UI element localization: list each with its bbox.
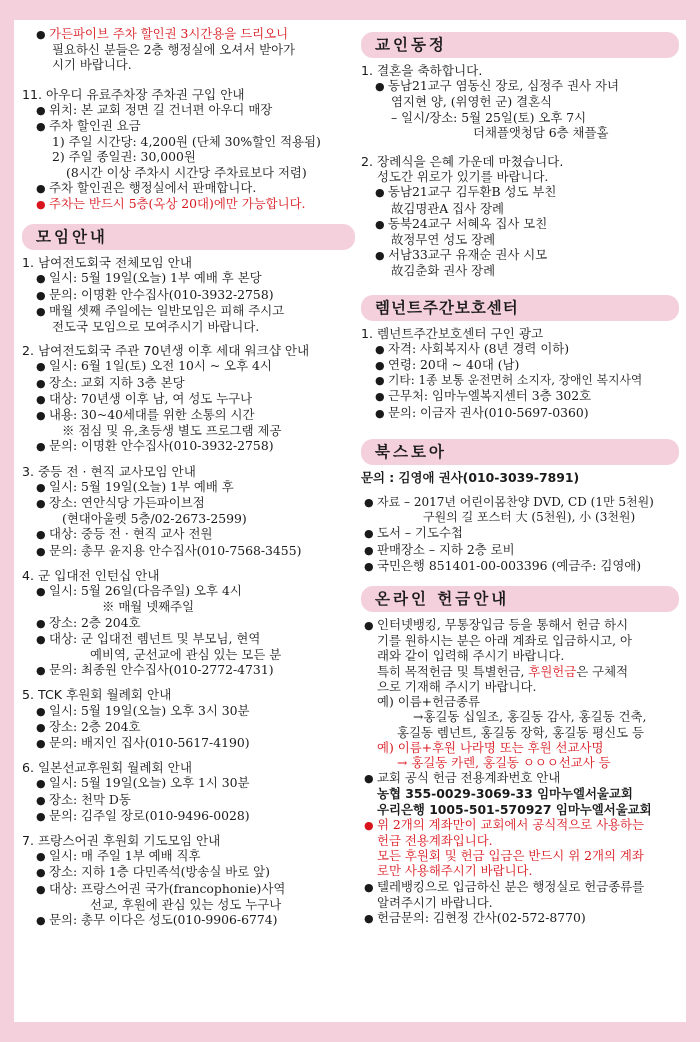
online-offering bbox=[361, 617, 679, 926]
list-item: ● 대상: 70년생 이후 남, 여 성도 누구나 bbox=[22, 391, 355, 407]
list-item: ● 동남21교구 염동신 장로, 심정주 권사 자녀 bbox=[361, 78, 679, 94]
list-item: ● 대상: 중등 전 · 현직 교사 전원 bbox=[22, 526, 355, 542]
list-item: ● 일시: 6월 1일(토) 오전 10시 ~ 오후 4시 bbox=[22, 358, 355, 374]
list-item: ● 장소: 천막 D동 bbox=[22, 792, 355, 808]
meeting-7 bbox=[22, 833, 355, 928]
account-number: 우리은행 1005-501-570927 임마누엘서울교회 bbox=[377, 801, 652, 817]
list-item: ● 위치: 본 교회 정면 길 건너편 아우디 매장 bbox=[22, 102, 355, 118]
notice-line: 시기 바랍니다. bbox=[52, 57, 132, 73]
list-item: 예비역, 군선교에 관심 있는 모든 분 bbox=[90, 646, 282, 662]
list-item: ● 기타: 1종 보통 운전면허 소지자, 장애인 복지사역 bbox=[361, 373, 679, 388]
list-item: 구원의 길 포스터 大 (5천원), 小 (3천원) bbox=[423, 510, 636, 525]
warning-text: 위 2개의 계좌만이 교회에서 공식적으로 사용하는 bbox=[377, 816, 644, 832]
list-item: ● 문의: 이명환 안수집사(010-3932-2758) bbox=[22, 287, 355, 303]
list-item: ● 교회 공식 헌금 전용계좌번호 안내 bbox=[361, 770, 679, 786]
list-item: ● 장소: 2층 204호 bbox=[22, 719, 355, 735]
list-item: 2) 주일 종일권: 30,000원 bbox=[52, 149, 196, 165]
section-header-bookstore: 북스토아 bbox=[361, 439, 679, 465]
list-item: ● 판매장소 – 지하 2층 로비 bbox=[361, 542, 679, 558]
news-wedding bbox=[361, 63, 679, 140]
list-item: ● 국민은행 851401-00-003396 (예금주: 김영애) bbox=[361, 558, 679, 574]
meeting-3 bbox=[22, 464, 355, 559]
warning-text: 헌금 전용계좌입니다. bbox=[377, 832, 493, 848]
news-funeral bbox=[361, 154, 679, 279]
list-item: ● 대상: 프랑스어권 국가(francophonie)사역 bbox=[22, 881, 355, 897]
list-item: ● 문의: 이금자 권사(010-5697-0360) bbox=[361, 405, 679, 421]
list-item: ● 도서 – 기도수첩 bbox=[361, 525, 679, 541]
list-item: ● 문의: 총무 이다은 성도(010-9906-6774) bbox=[22, 912, 355, 928]
list-item: ● 문의: 최종원 안수집사(010-2772-4731) bbox=[22, 662, 355, 678]
list-item: 1) 주일 시간당: 4,200원 (단체 30%할인 적용됨) bbox=[52, 134, 321, 150]
section-header-remnant: 렘넌트주간보호센터 bbox=[361, 295, 679, 321]
section-header-meetings: 모임안내 bbox=[22, 224, 355, 250]
section-title: 7. 프랑스어권 후원회 기도모임 안내 bbox=[22, 832, 221, 848]
list-item: ● 일시: 5월 26일(다음주일) 오후 4시 bbox=[22, 583, 355, 599]
bookstore-contact: 문의 : 김영애 권사(010-3039-7891) bbox=[361, 469, 580, 485]
account-number: 농협 355-0029-3069-33 임마누엘서울교회 bbox=[377, 786, 633, 802]
section-title: 5. TCK 후원회 월례회 안내 bbox=[22, 687, 172, 703]
list-item: ● 대상: 군 입대전 렘넌트 및 부모님, 현역 bbox=[22, 631, 355, 647]
meeting-2 bbox=[22, 343, 355, 454]
list-item: ● 텔레뱅킹으로 입금하신 분은 행정실로 헌금종류를 bbox=[361, 879, 679, 895]
section-header-news: 교인동정 bbox=[361, 32, 679, 58]
list-item: ● 문의: 이명환 안수집사(010-3932-2758) bbox=[22, 438, 355, 454]
bulletin-page bbox=[14, 20, 686, 1022]
list-item: ● 일시: 5월 19일(오늘) 오후 3시 30분 bbox=[22, 703, 355, 719]
parking-section bbox=[22, 87, 355, 213]
meeting-1 bbox=[22, 255, 355, 334]
list-item: ● 문의: 배지인 집사(010-5617-4190) bbox=[22, 735, 355, 751]
parking-coupon-notice bbox=[22, 26, 355, 73]
list-item: ● 장소: 2층 204호 bbox=[22, 615, 355, 631]
list-item: →홍길동 십일조, 홍길동 감사, 홍길동 건축, bbox=[413, 709, 647, 725]
list-item: ● 일시: 5월 19일(오늘) 오후 1시 30분 bbox=[22, 775, 355, 791]
list-item: 염지현 양, (위영헌 군) 결혼식 bbox=[391, 94, 553, 110]
section-title: 4. 군 입대전 인턴십 안내 bbox=[22, 567, 160, 583]
section-subtitle: 성도간 위로가 있기를 바랍니다. bbox=[377, 169, 549, 185]
section-title: 3. 중등 전 · 현직 교사모임 안내 bbox=[22, 463, 196, 479]
list-item: 故정무연 성도 장례 bbox=[391, 232, 496, 248]
bookstore bbox=[361, 470, 679, 574]
list-item: ● 근무처: 임마누엘복지센터 3층 302호 bbox=[361, 388, 679, 404]
list-item: ● 연령: 20대 ~ 40대 (남) bbox=[361, 357, 679, 373]
list-item: (8시간 이상 주차시 시간당 주차료보다 저렴) bbox=[66, 164, 307, 180]
list-item: ● 헌금문의: 김현정 간사(02-572-8770) bbox=[361, 910, 679, 926]
list-item: ● 주차 할인권은 행정실에서 판매합니다. bbox=[22, 180, 355, 196]
list-item: 알려주시기 바랍니다. bbox=[377, 894, 493, 910]
list-item: 故김명관A 집사 장례 bbox=[391, 200, 505, 216]
section-title: 6. 일본선교후원회 월례회 안내 bbox=[22, 760, 193, 776]
right-column bbox=[361, 20, 679, 935]
list-item: ※ 점심 및 유,초등생 별도 프로그램 제공 bbox=[62, 423, 282, 439]
list-item: 예) 이름+헌금종류 bbox=[377, 694, 480, 710]
list-item: ● 장소: 연안식당 가든파이브점 bbox=[22, 495, 355, 511]
list-item: ● 문의: 총무 윤지용 안수집사(010-7568-3455) bbox=[22, 543, 355, 559]
list-item: 故김춘화 권사 장례 bbox=[391, 263, 496, 279]
list-item: ● 장소: 교회 지하 3층 본당 bbox=[22, 375, 355, 391]
meeting-4 bbox=[22, 568, 355, 678]
list-item: 기를 원하시는 분은 아래 계좌로 입금하시고, 아 bbox=[377, 633, 632, 649]
list-item: 선교, 후원에 관심 있는 성도 누구나 bbox=[90, 896, 282, 912]
remnant-job bbox=[361, 326, 679, 421]
list-item: 홍길동 렘넌트, 홍길동 장학, 홍길동 평신도 등 bbox=[397, 724, 644, 740]
list-item: ● 일시: 5월 19일(오늘) 1부 예배 후 본당 bbox=[22, 270, 355, 286]
text-part: 후원헌금 bbox=[528, 663, 577, 679]
section-title: 11. 아우디 유료주차장 주차권 구입 안내 bbox=[22, 86, 245, 102]
list-item: (현대아울렛 5층/02-2673-2599) bbox=[62, 511, 247, 527]
list-item: ● 자료 – 2017년 어린이몸찬양 DVD, CD (1만 5천원) bbox=[361, 495, 679, 510]
list-item: ● 매월 셋째 주일에는 일반모임은 피해 주시고 bbox=[22, 303, 355, 319]
notice-line: 필요하신 분들은 2층 행정실에 오셔서 받아가 bbox=[52, 42, 296, 58]
list-item: ● 동남21교구 김두환B 성도 부친 bbox=[361, 184, 679, 200]
text-part: 은 구체적 bbox=[576, 663, 629, 679]
section-title: 1. 렘넌트주간보호센터 구인 광고 bbox=[361, 325, 544, 341]
list-item: ※ 매월 넷째주일 bbox=[102, 599, 195, 615]
list-item: 래와 같이 입력해 주시기 바랍니다. bbox=[377, 648, 565, 664]
section-title: 2. 남여전도회국 주관 70년생 이후 세대 워크샵 안내 bbox=[22, 343, 310, 359]
list-item: ● 주차 할인권 요금 bbox=[22, 118, 355, 134]
meeting-5 bbox=[22, 687, 355, 751]
list-item: ● 장소: 지하 1층 다민족석(방송실 바로 앞) bbox=[22, 864, 355, 880]
notice-line: 가든파이브 주차 할인권 3시간용을 드리오니 bbox=[49, 26, 289, 41]
list-item: ● 동북24교구 서혜옥 집사 모친 bbox=[361, 216, 679, 232]
list-item: ● 문의: 김주일 장로(010-9496-0028) bbox=[22, 808, 355, 824]
warning-text: 로만 사용해주시기 바랍니다. bbox=[377, 863, 533, 879]
list-item: 더채플앳청담 6층 채플홀 bbox=[473, 124, 609, 140]
list-item: ● 인터넷뱅킹, 무통장입금 등을 통해서 헌금 하시 bbox=[361, 617, 679, 633]
list-item: ● 일시: 5월 19일(오늘) 1부 예배 후 bbox=[22, 479, 355, 495]
section-header-online-offering: 온라인 헌금안내 bbox=[361, 586, 679, 612]
list-item: → 홍길동 카렌, 홍길동 ㅇㅇㅇ선교사 등 bbox=[397, 754, 611, 770]
list-item: 으로 기재해 주시기 바랍니다. bbox=[377, 678, 537, 694]
list-item: 전도국 모임으로 모여주시기 바랍니다. bbox=[52, 319, 260, 335]
warning-text: 주차는 반드시 5층(옥상 20대)에만 가능합니다. bbox=[49, 196, 306, 212]
left-column bbox=[22, 20, 355, 937]
section-title: 1. 결혼을 축하합니다. bbox=[361, 63, 483, 78]
list-item bbox=[361, 664, 679, 679]
warning-item bbox=[22, 196, 355, 212]
list-item: ● 내용: 30~40세대를 위한 소통의 시간 bbox=[22, 407, 355, 423]
list-item: 예) 이름+후원 나라명 또는 후원 선교사명 bbox=[377, 739, 604, 755]
section-title: 1. 남여전도회국 전체모임 안내 bbox=[22, 255, 193, 271]
warning-item bbox=[361, 817, 679, 833]
meeting-6 bbox=[22, 760, 355, 824]
list-item: – 일시/장소: 5월 25일(토) 오후 7시 bbox=[391, 109, 587, 125]
text-part: 특히 목적헌금 및 특별헌금, bbox=[377, 663, 529, 679]
list-item: ● 자격: 사회복지사 (8년 경력 이하) bbox=[361, 341, 679, 357]
list-item: ● 서남33교구 유재순 권사 시모 bbox=[361, 247, 679, 263]
warning-text: 모든 후원회 및 헌금 입금은 반드시 위 2개의 계좌 bbox=[377, 848, 644, 864]
list-item: ● 일시: 매 주일 1부 예배 직후 bbox=[22, 848, 355, 864]
section-title: 2. 장례식을 은혜 가운데 마쳤습니다. bbox=[361, 154, 564, 170]
